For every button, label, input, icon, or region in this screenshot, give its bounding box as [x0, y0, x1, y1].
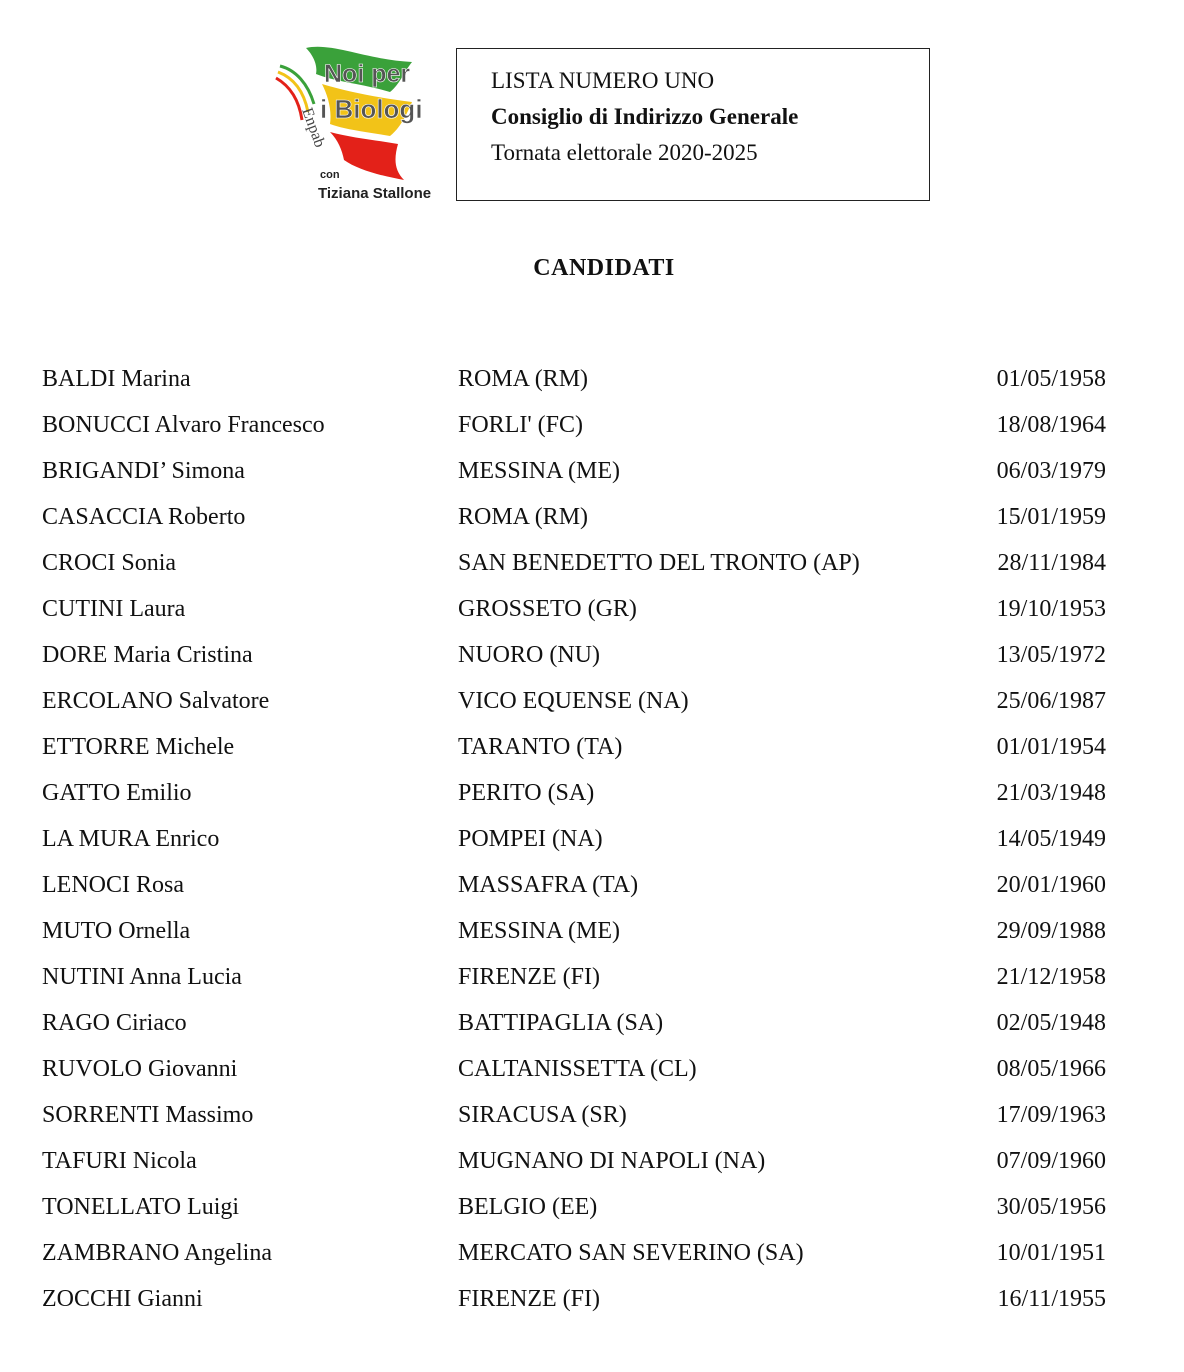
candidate-city: POMPEI (NA)	[458, 826, 603, 852]
candidate-city: FORLI' (FC)	[458, 412, 584, 438]
candidate-name: LENOCI Rosa	[42, 872, 184, 898]
election-round: Tornata elettorale 2020-2025	[491, 140, 758, 165]
logo-line2: i Biologi	[320, 94, 423, 124]
list-number: LISTA NUMERO UNO	[491, 68, 715, 93]
candidate-name: BONUCCI Alvaro Francesco	[42, 412, 325, 438]
candidate-birthdate: 16/11/1955	[997, 1286, 1106, 1312]
candidate-birthdate: 13/05/1972	[996, 642, 1106, 668]
candidate-birthdate: 17/09/1963	[996, 1102, 1106, 1128]
candidate-name: BALDI Marina	[42, 366, 191, 392]
candidate-city: ROMA (RM)	[458, 504, 589, 530]
candidate-name: CASACCIA Roberto	[42, 504, 246, 530]
table-row	[42, 500, 1122, 546]
logo-person: Tiziana Stallone	[318, 185, 432, 202]
candidate-city: MESSINA (ME)	[458, 458, 621, 484]
candidate-birthdate: 29/09/1988	[996, 918, 1106, 944]
candidate-birthdate: 06/03/1979	[996, 458, 1106, 484]
candidate-name: GATTO Emilio	[42, 780, 192, 806]
list-logo	[272, 40, 442, 210]
candidate-city: SIRACUSA (SR)	[458, 1102, 627, 1128]
candidate-birthdate: 01/01/1954	[996, 734, 1106, 760]
candidate-birthdate: 21/03/1948	[996, 780, 1106, 806]
table-row	[42, 822, 1122, 868]
candidate-city: BATTIPAGLIA (SA)	[458, 1010, 664, 1036]
candidate-name: RAGO Ciriaco	[42, 1010, 187, 1036]
candidate-city: GROSSETO (GR)	[458, 596, 637, 622]
candidate-city: TARANTO (TA)	[458, 734, 623, 760]
table-row	[42, 776, 1122, 822]
table-row	[42, 408, 1122, 454]
candidate-birthdate: 20/01/1960	[996, 872, 1106, 898]
table-row	[42, 454, 1122, 500]
candidate-birthdate: 10/01/1951	[996, 1240, 1106, 1266]
candidate-birthdate: 28/11/1984	[997, 550, 1106, 576]
candidate-birthdate: 18/08/1964	[996, 412, 1106, 438]
candidate-city: PERITO (SA)	[458, 780, 595, 806]
candidate-name: MUTO Ornella	[42, 918, 191, 944]
candidate-birthdate: 07/09/1960	[996, 1148, 1106, 1174]
candidates-table	[42, 362, 1122, 1328]
candidate-name: CROCI Sonia	[42, 550, 177, 576]
candidate-name: BRIGANDI’ Simona	[42, 458, 245, 484]
candidate-city: SAN BENEDETTO DEL TRONTO (AP)	[458, 550, 860, 576]
candidate-birthdate: 02/05/1948	[996, 1010, 1106, 1036]
candidate-name: NUTINI Anna Lucia	[42, 964, 242, 990]
table-row	[42, 592, 1122, 638]
table-row	[42, 1144, 1122, 1190]
candidate-birthdate: 25/06/1987	[996, 688, 1106, 714]
candidate-name: SORRENTI Massimo	[42, 1102, 254, 1128]
logo-arc-red	[276, 78, 302, 120]
candidate-name: LA MURA Enrico	[42, 826, 220, 852]
table-row	[42, 546, 1122, 592]
table-row	[42, 1052, 1122, 1098]
candidate-name: ETTORRE Michele	[42, 734, 235, 760]
candidate-name: ZAMBRANO Angelina	[42, 1240, 272, 1266]
table-row	[42, 730, 1122, 776]
list-header-box	[456, 48, 930, 201]
table-row	[42, 1236, 1122, 1282]
candidate-city: MESSINA (ME)	[458, 918, 621, 944]
candidate-name: TONELLATO Luigi	[42, 1194, 240, 1220]
candidate-city: BELGIO (EE)	[458, 1194, 598, 1220]
table-row	[42, 684, 1122, 730]
candidate-birthdate: 01/05/1958	[996, 366, 1106, 392]
candidate-birthdate: 14/05/1949	[996, 826, 1106, 852]
table-row	[42, 1006, 1122, 1052]
candidate-name: ZOCCHI Gianni	[42, 1286, 203, 1312]
candidate-city: MERCATO SAN SEVERINO (SA)	[458, 1240, 804, 1266]
logo-line1: Noi per	[324, 60, 411, 88]
table-row	[42, 960, 1122, 1006]
logo-con: con	[320, 169, 340, 181]
candidate-birthdate: 08/05/1966	[996, 1056, 1106, 1082]
candidate-birthdate: 19/10/1953	[996, 596, 1106, 622]
candidate-city: ROMA (RM)	[458, 366, 589, 392]
candidate-birthdate: 15/01/1959	[996, 504, 1106, 530]
table-row	[42, 1282, 1122, 1328]
table-row	[42, 1098, 1122, 1144]
candidate-name: CUTINI Laura	[42, 596, 186, 622]
candidate-city: VICO EQUENSE (NA)	[458, 688, 689, 714]
candidate-name: TAFURI Nicola	[42, 1148, 197, 1174]
table-row	[42, 638, 1122, 684]
logo-side-text: Enpab	[298, 105, 329, 150]
table-row	[42, 362, 1122, 408]
logo-red-flag	[330, 132, 404, 180]
logo-graphic	[272, 40, 442, 210]
candidate-city: NUORO (NU)	[458, 642, 600, 668]
candidate-birthdate: 21/12/1958	[996, 964, 1106, 990]
candidate-city: FIRENZE (FI)	[458, 1286, 600, 1312]
candidate-city: CALTANISSETTA (CL)	[458, 1056, 697, 1082]
candidate-birthdate: 30/05/1956	[996, 1194, 1106, 1220]
table-row	[42, 1190, 1122, 1236]
candidate-city: MASSAFRA (TA)	[458, 872, 639, 898]
table-row	[42, 868, 1122, 914]
candidate-name: RUVOLO Giovanni	[42, 1056, 238, 1082]
table-row	[42, 914, 1122, 960]
page-title: CANDIDATI	[533, 255, 675, 281]
candidate-name: DORE Maria Cristina	[42, 642, 253, 668]
candidate-name: ERCOLANO Salvatore	[42, 688, 270, 714]
candidate-city: FIRENZE (FI)	[458, 964, 600, 990]
council-name: Consiglio di Indirizzo Generale	[491, 104, 799, 129]
candidate-city: MUGNANO DI NAPOLI (NA)	[458, 1148, 766, 1174]
